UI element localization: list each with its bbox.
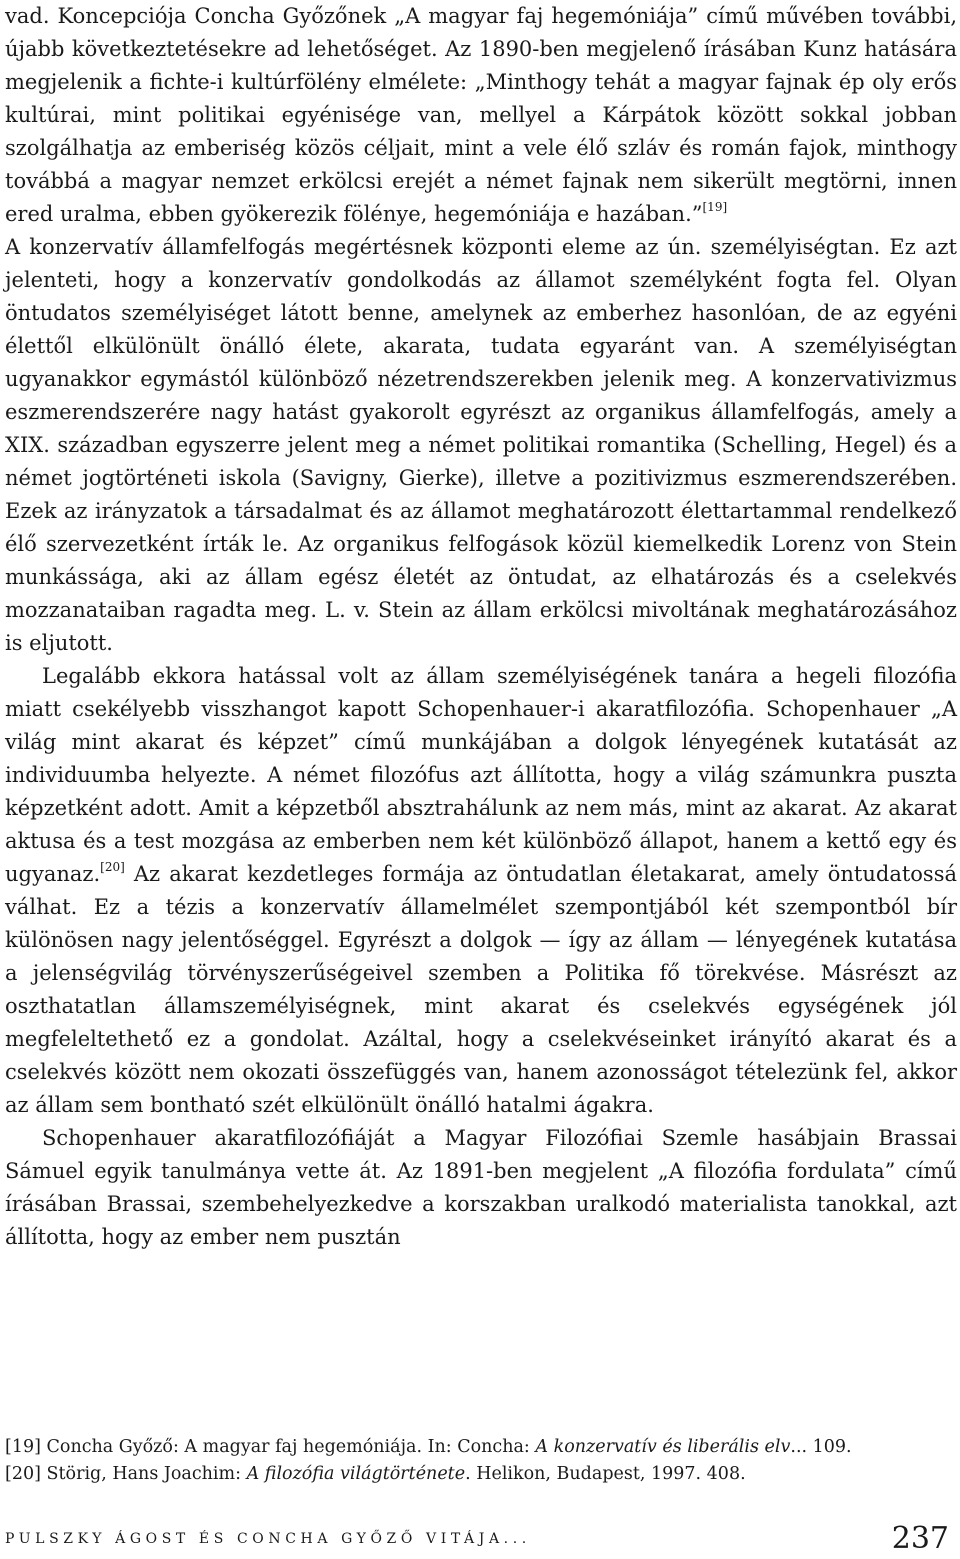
page-number: 237 (891, 1521, 949, 1556)
main-text (5, 0, 957, 1254)
paragraph-text: A konzervatív államfelfogás megértésnek központi eleme az ún. személyiségtan. Ez azt jelenteti, hogy a konzervatív gondolkodás az államot személyként fogta fel. Olyan öntudatos személyiséget látott benne, amelynek az emberhez hasonlóan, de az egyéni élettől elkülönült önálló élete, akarata, tudata egyaránt van. A személyiségtan ugyanakkor egymástól különböző nézetrendszerekben jelenik meg. A konzervativizmus eszmerendszerére nagy hatást gyakorolt egyrészt az organikus államfelfogás, amely a XIX. században egyszerre jelent meg a német politikai romantika (Schelling, Hegel) és a német jogtörténeti iskola (Savigny, Gierke), illetve a pozitivizmus eszmerendszerében. Ezek az irányzatok a társadalmat és az államot meghatározott élettartammal rendelkező élő szervezetként írták le. Az organikus felfogások közül kiemelkedik Lorenz von Stein munkássága, aki az állam egész életét az öntudat, az elhatározás és a cselekvés mozzanataiban ragadta meg. L. v. Stein az állam erkölcsi mivoltának meghatározásához is eljutott. (5, 235, 957, 655)
footnote (5, 1461, 955, 1488)
page-body (5, 0, 957, 1254)
paragraph-text: Schopenhauer akaratfilozófiáját a Magyar Filozófiai Szemle hasábjain Brassai Sámuel egyik tanulmánya vette át. Az 1891-ben megjelent „A filozófia fordulata” című írásában Brassai, szembehelyezkedve a korszakban uralkodó materialista tanokkal, azt állította, hogy az ember nem pusztán (5, 1126, 957, 1249)
footnote-citation: . Helikon, Budapest, 1997. 408. (465, 1464, 746, 1484)
paragraph-text: vad. Koncepciója Concha Győzőnek „A magyar faj hegemóniája” című művében további, újabb következtetésekre ad lehetőséget. Az 1890-ben megjelenő írásában Kunz hatására megjelenik a fichte-i kultúrfölény elmélete: „Minthogy tehát a magyar fajnak ép oly erős kultúrai, mint politikai egyénisége van, mellyel a Kárpátok között sokkal jobban szolgálhatja az emberiség közös céljait, mint a vele élő szláv és román fajok, minthogy továbbá a magyar nemzet erkölcsi erejét a német fajnak nem sikerült megtörni, innen ered uralma, ebben gyökerezik fölénye, hegemóniája e hazában.” (5, 4, 957, 226)
footnote-number: [19] (5, 1437, 41, 1457)
footnote-text: Störig, Hans Joachim: (46, 1464, 247, 1484)
paragraph-text: Az akarat kezdetleges formája az öntudatlan életakarat, amely öntudatossá válhat. Ez a tézis a konzervatív államelmélet szempontjából két szempontból bír különösen nagy jelentőséggel. Egyrészt a dolgok — így az állam — lényegének kutatása a jelenségvilág törvényszerűségeivel szemben a Politika fő törekvése. Másrészt az oszthatatlan államszemélyiségnek, mint akarat és cselekvés egységének jól megfeleltethető ez a gondolat. Azáltal, hogy a cselekvéseinket irányító akarat és a cselekvés között nem okozati összefüggés van, hanem azonosságot tételezünk fel, akkor az állam sem bontható szét elkülönült önálló hatalmi ágakra. (5, 862, 957, 1117)
footnote-title: A filozófia világtörténete (246, 1464, 466, 1484)
footnote-reference: [19] (702, 200, 728, 214)
page-footer (5, 1522, 957, 1556)
paragraph (5, 1122, 957, 1254)
paragraph (5, 660, 957, 1122)
paragraph-text: Legalább ekkora hatással volt az állam személyiségének tanára a hegeli filozófia miatt csekélyebb visszhangot kapott Schopenhauer-i akaratfilozófia. Schopenhauer „A világ mint akarat és képzet” című munkájában a dolgok lényegének kutatását az individuumba helyezte. A német filozófus azt állította, hogy a világ számunkra puszta képzetként adott. Amit a képzetből absztrahálunk az nem más, mint az akarat. Az akarat aktusa és a test mozgása az emberben nem két különböző állapot, hanem a kettő egy és ugyanaz. (5, 664, 957, 886)
paragraph (5, 231, 957, 660)
footnote-text: Concha Győző: A magyar faj hegemóniája. In: Concha: (46, 1437, 536, 1457)
footnote-citation: ... 109. (790, 1437, 852, 1457)
footnote-title: A konzervatív és liberális elv (535, 1437, 791, 1457)
footnote (5, 1434, 955, 1461)
footnote-number: [20] (5, 1464, 41, 1484)
footnote-reference: [20] (100, 860, 125, 874)
paragraph (5, 0, 957, 231)
running-title: PULSZKY ÁGOST ÉS CONCHA GYŐZŐ VITÁJA... (5, 1531, 531, 1547)
footnotes (5, 1434, 955, 1488)
